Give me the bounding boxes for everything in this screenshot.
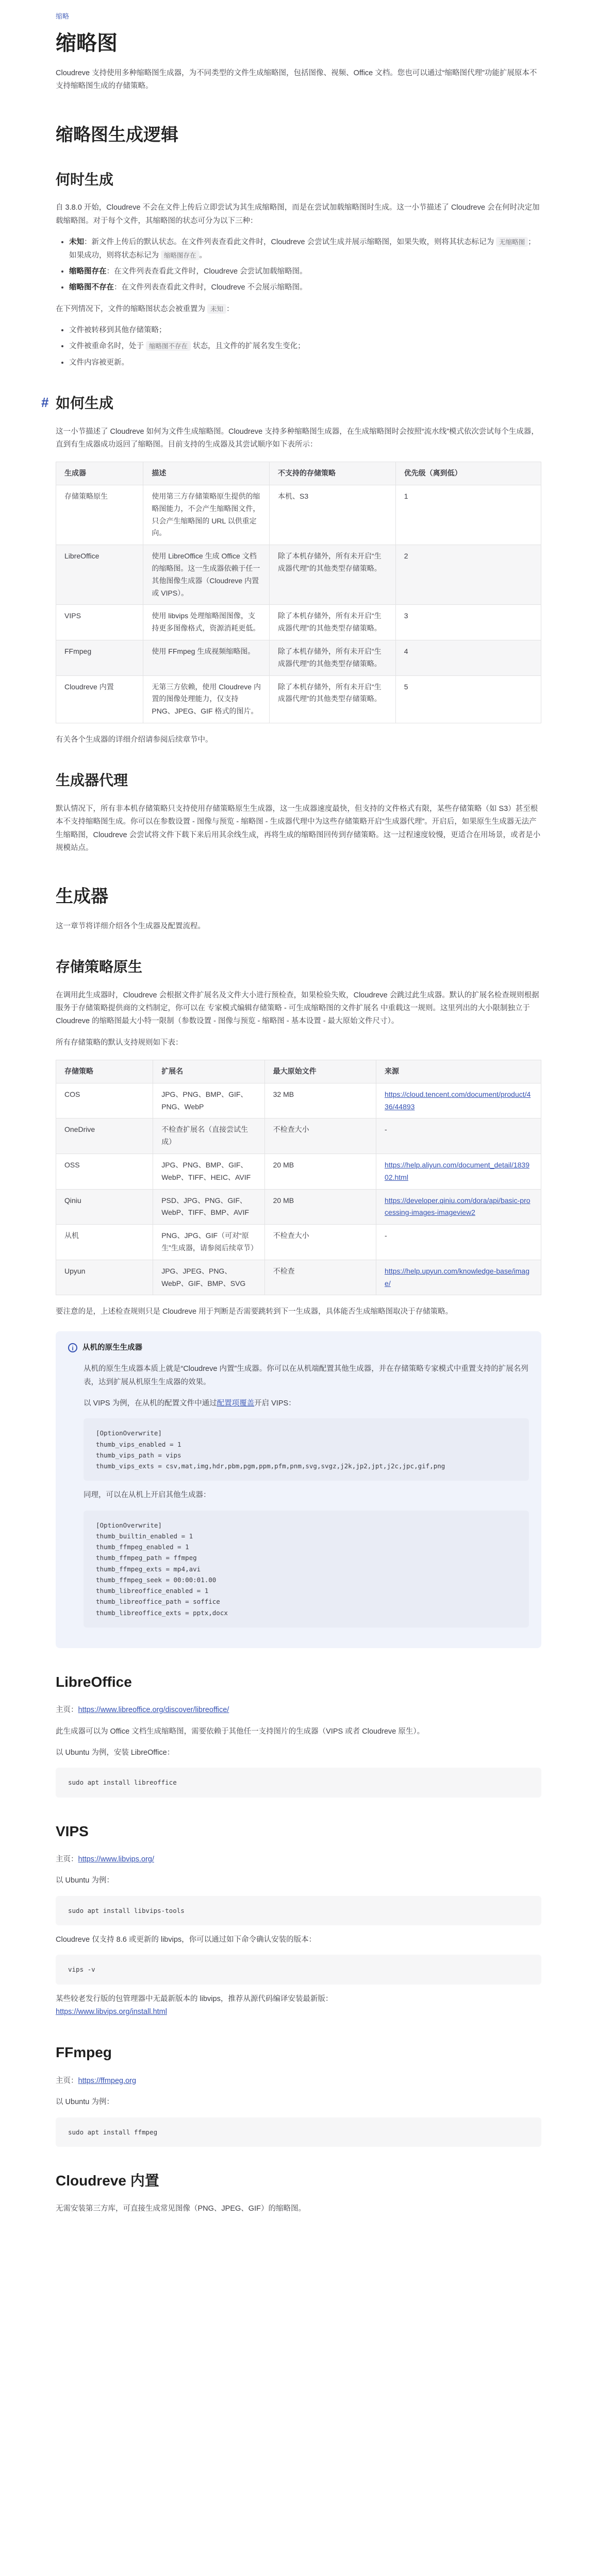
builtin-paragraph: 无需安装第三方库，可直接生成常见图像（PNG、JPEG、GIF）的缩略图。 (56, 2205, 306, 2213)
info-callout-body (68, 1363, 529, 1628)
table-row: VIPS 使用 libvips 处理缩略图图像，支持更多图像格式，资源消耗更低。 除了本机存储外，所有未开启“生成器代理”的其他类型存储策略。 3 (56, 605, 541, 640)
when-paragraph: 自 3.8.0 开始，Cloudreve 不会在文件上传后立即尝试为其生成缩略图，而是在尝试加载缩略图时生成。这一小节描述了 Cloudreve 会在何时决定加载缩略图。对于每个文件，其缩略图的状态可分为以下三种： (56, 204, 540, 225)
thumbnail-states-list (56, 236, 541, 295)
anchor-hash-link[interactable]: # (41, 395, 49, 411)
table-header-cell: 不支持的存储策略 (270, 462, 396, 485)
libreoffice-paragraph: 此生成器可以为 Office 文档生成缩略图，需要依赖于其他任一支持图片的生成器（VIPS 或者 Cloudreve 原生）。 (56, 1727, 425, 1736)
subsection-title-vips: VIPS (56, 1823, 89, 1839)
subsection-title-libreoffice: LibreOffice (56, 1673, 132, 1690)
code-block: [OptionOverwrite] thumb_vips_enabled = 1 thumb_vips_path = vips thumb_vips_exts = csv,mat,img,hdr,pbm,pgm,ppm,pfm,pnm,svg,svgz,j2k,jp2,jpt,j2c,jpc,gif,png (84, 1418, 529, 1481)
how-after-paragraph: 有关各个生成器的详细介绍请参阅后续章节中。 (56, 736, 213, 744)
info-callout-title: i 从机的原生生成器 (68, 1342, 529, 1354)
subsection-title-proxy: 生成器代理 (56, 772, 128, 789)
source-link[interactable]: https://cloud.tencent.com/document/product/436/44893 (385, 1090, 531, 1111)
vips-paragraph: 以 Ubuntu 为例： (56, 1876, 114, 1885)
subsection-title-native: 存储策略原生 (56, 959, 143, 975)
vips-paragraph: 某些较老发行版的包管理器中无最新版本的 libvips，推荐从源代码编译安装最新版： https://www.libvips.org/install.html (56, 1994, 333, 2016)
ffmpeg-home: 主页：https://ffmpeg.org (56, 2076, 137, 2085)
table-row: 从机 PNG、JPG、GIF（可对“原生”生成器，请参阅后续章节） 不检查大小 - (56, 1225, 541, 1260)
code-block: vips -v (56, 1955, 541, 1984)
libreoffice-home-link[interactable]: https://www.libreoffice.org/discover/libreoffice/ (78, 1706, 229, 1715)
code-block: sudo apt install libreoffice (56, 1768, 541, 1797)
state-item-missing: • 缩略图不存在：在文件列表查看此文件时，Cloudreve 不会展示缩略图。 (69, 281, 541, 294)
code-block: [OptionOverwrite] thumb_builtin_enabled = 1 thumb_ffmpeg_enabled = 1 thumb_ffmpeg_path = ffmpeg thumb_ffmpeg_exts = mp4,avi thumb_ffmpeg_seek = 00:00:01.00 thumb_libreoffice_enabled = 1 thumb_libreoffice_path = soffice thumb_libreoffice_exts = pptx,docx (84, 1511, 529, 1628)
state-item-exists: • 缩略图存在：在文件列表查看此文件时，Cloudreve 会尝试加载缩略图。 (69, 265, 541, 278)
table-header-row (56, 1060, 541, 1083)
info-paragraph: 同理，可以在从机上开启其他生成器： (84, 1491, 211, 1500)
intro-paragraph: Cloudreve 支持使用多种缩略图生成器，为不同类型的文件生成缩略图，包括图像、视频、Office 文档。您也可以通过“缩略图代理”功能扩展原本不支持缩略图生成的存储策略。 (56, 69, 537, 91)
subsection-title-ffmpeg: FFmpeg (56, 2044, 112, 2061)
table-header-cell: 优先级（离到低） (395, 462, 541, 485)
source-link[interactable]: https://help.upyun.com/knowledge-base/image/ (385, 1266, 529, 1287)
table-row: Qiniu PSD、JPG、PNG、GIF、WebP、TIFF、BMP、AVIF 20 MB https://developer.qiniu.com/dora/api/basic-processing-images-imageview2 (56, 1189, 541, 1225)
vips-paragraph: Cloudreve 仅支持 8.6 或更新的 libvips，你可以通过如下命令确认安装的版本： (56, 1936, 317, 1944)
info-icon: i (68, 1343, 77, 1352)
code-block: sudo apt install libvips-tools (56, 1896, 541, 1925)
state-item-unknown: • 未知：新文件上传后的默认状态。在文件列表查看此文件时，Cloudreve 会尝试生成并展示缩略图，如果失败，则将其状态标记为 无缩略图 ；如果成功，则将状态标记为 缩略图存在 。 (69, 236, 541, 262)
config-override-link[interactable]: 配置项覆盖 (217, 1399, 255, 1408)
vips-home: 主页：https://www.libvips.org/ (56, 1855, 154, 1864)
table-header-cell: 最大原始文件 (264, 1060, 376, 1083)
generators-table (56, 462, 541, 723)
table-row: 存储策略原生 使用第三方存储策略原生提供的缩略图能力，不会产生缩略图文件，只会产生缩略图的 URL 以供重定向。 本机、S3 1 (56, 485, 541, 545)
how-paragraph: 这一小节描述了 Cloudreve 如何为文件生成缩略图。Cloudreve 支持多种缩略图生成器，在生成缩略图时会按照“流水线”模式依次尝试每个生成器，直到有生成器成功返回了缩略图。目前支持的生成器及其尝试顺序如下表所示： (56, 427, 539, 449)
table-header-cell: 生成器 (56, 462, 143, 485)
table-header-cell: 来源 (376, 1060, 541, 1083)
proxy-paragraph: 默认情况下，所有非本机存储策略只支持使用存储策略原生生成器，这一生成器速度最快，但支持的文件格式有限，某些存储策略（如 S3）甚至根本不支持缩略图生成。你可以在参数设置 - 图像与预览 - 缩略图 - 生成器代理中为这些存储策略开启“生成器代理”。开启后，如果原生生成器无法产生缩略图，Cloudreve 会尝试将文件下载下来后用其余线生成，再将生成的缩略图回传到存储策略。这一过程速度较慢，更适合在用场景，或者是小规模站点。 (56, 804, 541, 852)
table-row: COS JPG、PNG、BMP、GIF、PNG、WebP 32 MB https://cloud.tencent.com/document/product/436/44893 (56, 1083, 541, 1118)
reset-paragraph: 在下列情况下，文件的缩略图状态会被重置为 未知 ： (56, 304, 234, 313)
subsection-title-how: # 如何生成 (41, 395, 114, 412)
table-header-row (56, 462, 541, 485)
info-paragraph: 以 VIPS 为例，在从机的配置文件中通过配置项覆盖开启 VIPS： (84, 1399, 296, 1408)
reset-case-item: • 文件被转移到其他存储策略； (69, 324, 541, 337)
breadcrumb-link[interactable]: 缩略 (56, 12, 70, 20)
table-row: Cloudreve 内置 无第三方依赖，使用 Cloudreve 内置的图像处理能力，仅支持 PNG、JPEG、GIF 格式的图片。 除了本机存储外，所有未开启“生成器代理”的其他类型存储策略。 5 (56, 675, 541, 723)
subsection-title-when: 何时生成 (56, 172, 114, 188)
subsection-title-builtin: Cloudreve 内置 (56, 2172, 159, 2189)
section-title-generators: 生成器 (56, 887, 108, 907)
libreoffice-paragraph-2: 以 Ubuntu 为例，安装 LibreOffice： (56, 1749, 175, 1757)
ffmpeg-home-link[interactable]: https://ffmpeg.org (78, 2076, 137, 2085)
table-row: OneDrive 不检查扩展名（直接尝试生成） 不检查大小 - (56, 1118, 541, 1154)
page-title: 缩略图 (56, 31, 118, 55)
ffmpeg-paragraph: 以 Ubuntu 为例： (56, 2098, 114, 2107)
native-after-paragraph: 要注意的是，上述检查规则只是 Cloudreve 用于判断是否需要跳转到下一生成器，具体能否生成缩略图取决于存储策略。 (56, 1308, 453, 1316)
vips-home-link[interactable]: https://www.libvips.org/ (78, 1855, 154, 1864)
policy-rules-table (56, 1060, 541, 1295)
section-title-logic: 缩略图生成逻辑 (56, 125, 178, 145)
libreoffice-home: 主页：https://www.libreoffice.org/discover/libreoffice/ (56, 1706, 229, 1715)
reset-case-item: • 文件被重命名时，处于 缩略图不存在 状态，且文件的扩展名发生变化； (69, 340, 541, 353)
table-header-cell: 存储策略 (56, 1060, 153, 1083)
table-row: FFmpeg 使用 FFmpeg 生成视频缩略图。 除了本机存储外，所有未开启“生成器代理”的其他类型存储策略。 4 (56, 640, 541, 676)
table-row: OSS JPG、PNG、BMP、GIF、WebP、TIFF、HEIC、AVIF 20 MB https://help.aliyun.com/document_detail/183902.html (56, 1154, 541, 1190)
table-row: Upyun JPG、JPEG、PNG、WebP、GIF、BMP、SVG 不检查 https://help.upyun.com/knowledge-base/image/ (56, 1260, 541, 1295)
table-row: LibreOffice 使用 LibreOffice 生成 Office 文档的缩略图。这一生成器依赖于任一其他图像生成器（Cloudreve 内置 或 VIPS）。 除了本机存储外，所有未开启“生成器代理”的其他类型存储策略。 2 (56, 545, 541, 605)
info-paragraph: 从机的原生生成器本质上就是“Cloudreve 内置”生成器。你可以在从机端配置其他生成器，并在存储策略专家模式中重置支持的扩展名列表，达到扩展从机原生生成器的效果。 (84, 1365, 528, 1386)
native-paragraph: 在调用此生成器时，Cloudreve 会根据文件扩展名及文件大小进行预检查，如果检验失败，Cloudreve 会跳过此生成器。默认的扩展名检查规则根据服务于存储策略提供商的文档制定，你可以在 专家模式编辑存储策略 - 可生成缩略图的文件扩展名 中重载这一规则。这里列出的大小限制独立于 Cloudreve 的缩略图最大小特一限制（参数设置 - 图像与预览 - 缩略图 - 基本设置 - 最大原始文件尺寸）。 (56, 991, 539, 1026)
info-callout (56, 1331, 541, 1648)
reset-case-item: • 文件内容被更新。 (69, 357, 541, 369)
reset-cases-list (56, 324, 541, 369)
table-header-cell: 扩展名 (153, 1060, 264, 1083)
code-block: sudo apt install ffmpeg (56, 2117, 541, 2147)
vips-install-link[interactable]: https://www.libvips.org/install.html (56, 2008, 167, 2016)
native-paragraph-2: 所有存储策略的默认支持规则如下表： (56, 1038, 183, 1047)
source-link[interactable]: https://help.aliyun.com/document_detail/183902.html (385, 1161, 529, 1181)
generators-intro: 这一章节将详细介绍各个生成器及配置流程。 (56, 922, 205, 930)
source-link[interactable]: https://developer.qiniu.com/dora/api/basic-processing-images-imageview2 (385, 1196, 530, 1217)
table-header-cell: 描述 (143, 462, 270, 485)
